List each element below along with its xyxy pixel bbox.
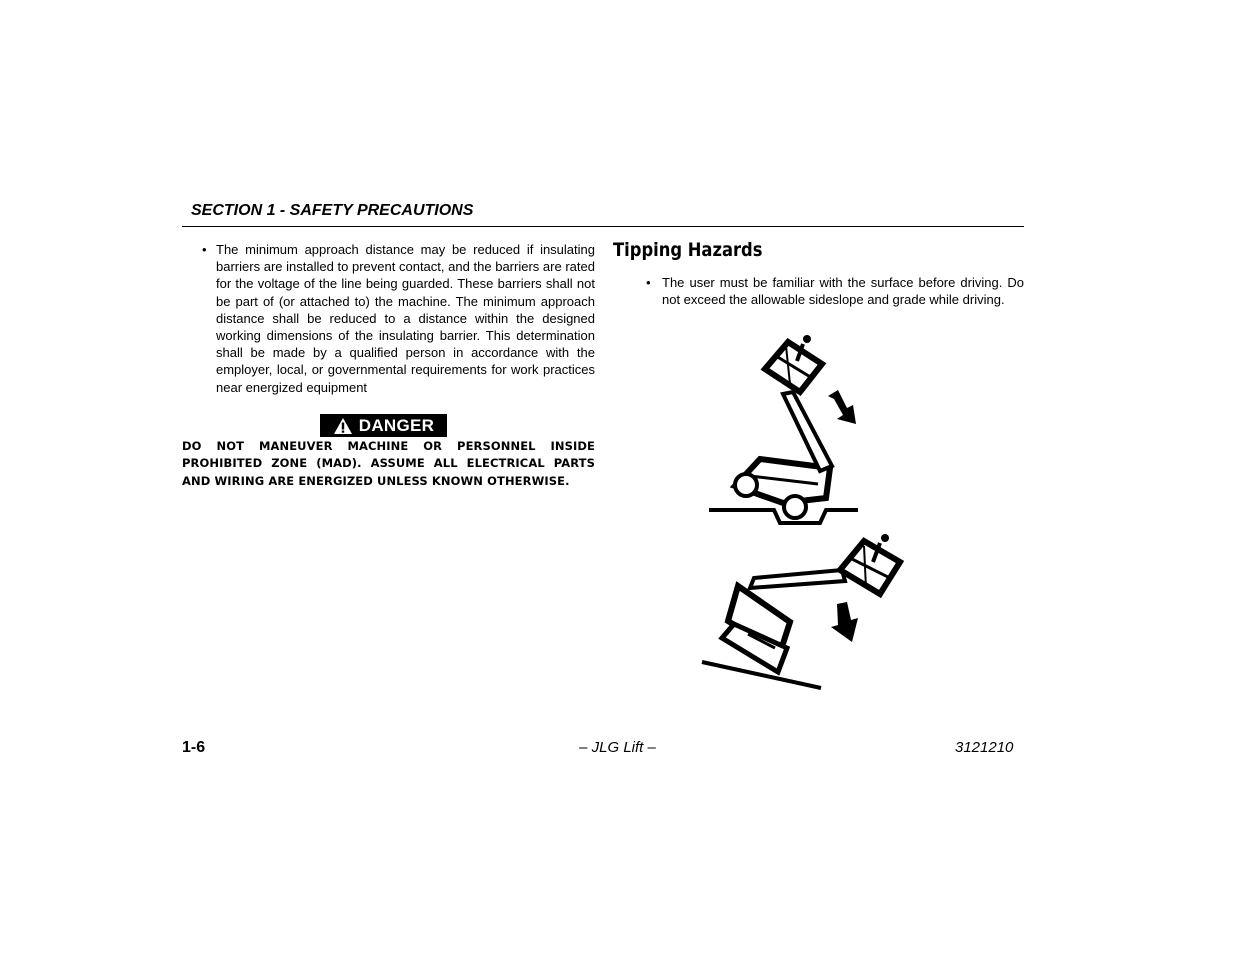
- footer-page-number: 1-6: [182, 739, 206, 756]
- bullet-dot: •: [202, 242, 207, 257]
- footer-document-number: 3121210: [955, 739, 1014, 756]
- warning-triangle-icon: [333, 417, 353, 435]
- danger-label: DANGER: [358, 415, 435, 435]
- section-header: SECTION 1 - SAFETY PRECAUTIONS: [191, 202, 474, 219]
- bullet-text: The user must be familiar with the surface before driving. Do not exceed the allowable sideslope and grade while driving.: [662, 275, 1024, 308]
- danger-text: DO NOT MANEUVER MACHINE OR PERSONNEL INSIDE PROHIBITED ZONE (MAD). ASSUME ALL ELECTRICAL PARTS AND WIRING ARE ENERGIZED UNLESS KNOWN OTHERWISE.: [182, 439, 595, 488]
- header-rule: [182, 226, 1024, 227]
- right-bullet-item: [646, 274, 1024, 308]
- left-bullet-item: [202, 241, 595, 396]
- footer-publisher: – JLG Lift –: [579, 739, 656, 756]
- boom-lift-tipping-illustration: [690, 326, 920, 694]
- bullet-text: The minimum approach distance may be reduced if insulating barriers are installed to prevent contact, and the barriers are rated for the voltage of the line being guarded. These barriers shall not be part of (or attached to) the machine. The minimum approach distance shall be reduced to a distance within the designed working dimensions of the insulating barrier. This determination shall be made by a qualified person in accordance with the employer, local, or governmental requirements for work practices near energized equipment: [216, 242, 595, 395]
- upper-lift-figure: [709, 335, 858, 523]
- lower-lift-figure: [702, 534, 900, 688]
- bullet-dot: •: [646, 275, 651, 290]
- section-title-tipping-hazards: Tipping Hazards: [613, 239, 763, 261]
- danger-badge: [320, 414, 447, 437]
